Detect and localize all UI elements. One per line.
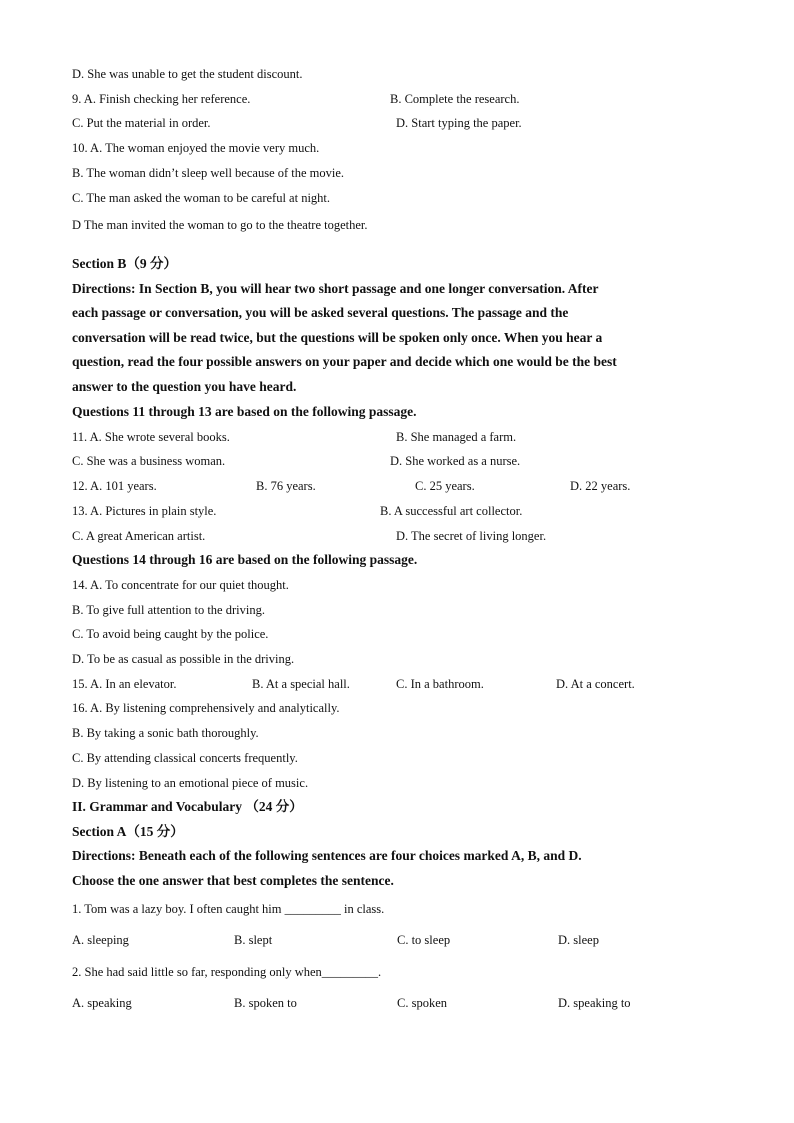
part-ii-heading: II. Grammar and Vocabulary （24 分） [72, 799, 303, 814]
q14-option-d: D. To be as casual as possible in the driving. [72, 652, 295, 666]
q8-option-d: D. She was unable to get the student discount. [72, 67, 303, 81]
q12-option-a: 12. A. 101 years. [72, 479, 157, 493]
q10-option-d: D The man invited the woman to go to the theatre together. [72, 218, 368, 232]
questions-11-13-heading: Questions 11 through 13 are based on the following passage. [72, 404, 417, 419]
grammar-q2-option-d: D. speaking to [558, 996, 631, 1010]
section-b-heading: Section B（9 分） [72, 256, 178, 271]
grammar-q1-option-b: B. slept [234, 933, 273, 947]
q15-option-d: D. At a concert. [556, 677, 635, 691]
section-a-directions-line-1: Directions: Beneath each of the following sentences are four choices marked A, B, and D. [72, 848, 582, 863]
q16-option-d: D. By listening to an emotional piece of music. [72, 776, 309, 790]
q13-option-d: D. The secret of living longer. [396, 529, 547, 543]
q10-option-c: C. The man asked the woman to be careful at night. [72, 191, 331, 205]
q12-option-d: D. 22 years. [570, 479, 631, 493]
q14-option-b: B. To give full attention to the driving. [72, 603, 265, 617]
q10-option-a: 10. A. The woman enjoyed the movie very much. [72, 141, 320, 155]
q12-option-b: B. 76 years. [256, 479, 316, 493]
q10-option-b: B. The woman didn’t sleep well because of the movie. [72, 166, 345, 180]
grammar-q2-option-c: C. spoken [397, 996, 447, 1010]
questions-14-16-heading: Questions 14 through 16 are based on the following passage. [72, 552, 418, 567]
grammar-q1-stem: 1. Tom was a lazy boy. I often caught him _________ in class. [72, 902, 385, 916]
grammar-q1-option-a: A. sleeping [72, 933, 129, 947]
q16-option-b: B. By taking a sonic bath thoroughly. [72, 726, 259, 740]
q16-option-a: 16. A. By listening comprehensively and analytically. [72, 701, 340, 715]
q11-option-d: D. She worked as a nurse. [390, 454, 521, 468]
section-b-directions-line-1: Directions: In Section B, you will hear two short passage and one longer conversation. After [72, 281, 599, 296]
grammar-q2-option-a: A. speaking [72, 996, 132, 1010]
q15-option-c: C. In a bathroom. [396, 677, 484, 691]
q9-option-b: B. Complete the research. [390, 92, 520, 106]
q11-option-a: 11. A. She wrote several books. [72, 430, 230, 444]
section-a-heading: Section A（15 分） [72, 824, 184, 839]
q12-option-c: C. 25 years. [415, 479, 475, 493]
section-b-directions-line-5: answer to the question you have heard. [72, 379, 297, 394]
section-b-directions-line-2: each passage or conversation, you will be asked several questions. The passage and the [72, 305, 569, 320]
grammar-q1-option-c: C. to sleep [397, 933, 451, 947]
q14-option-a: 14. A. To concentrate for our quiet thought. [72, 578, 289, 592]
grammar-q2-option-b: B. spoken to [234, 996, 297, 1010]
section-a-directions-line-2: Choose the one answer that best completes the sentence. [72, 873, 394, 888]
q13-option-b: B. A successful art collector. [380, 504, 523, 518]
q15-option-b: B. At a special hall. [252, 677, 350, 691]
q9-option-d: D. Start typing the paper. [396, 116, 522, 130]
q15-option-a: 15. A. In an elevator. [72, 677, 177, 691]
q9-option-a: 9. A. Finish checking her reference. [72, 92, 251, 106]
q13-option-c: C. A great American artist. [72, 529, 206, 543]
section-b-directions-line-3: conversation will be read twice, but the questions will be spoken only once. When you hear a [72, 330, 603, 345]
grammar-q2-stem: 2. She had said little so far, responding only when_________. [72, 965, 382, 979]
grammar-q1-option-d: D. sleep [558, 933, 599, 947]
q13-option-a: 13. A. Pictures in plain style. [72, 504, 217, 518]
section-b-directions-line-4: question, read the four possible answers on your paper and decide which one would be the best [72, 354, 617, 369]
q14-option-c: C. To avoid being caught by the police. [72, 627, 269, 641]
q11-option-c: C. She was a business woman. [72, 454, 226, 468]
q16-option-c: C. By attending classical concerts frequently. [72, 751, 298, 765]
q11-option-b: B. She managed a farm. [396, 430, 517, 444]
q9-option-c: C. Put the material in order. [72, 116, 211, 130]
